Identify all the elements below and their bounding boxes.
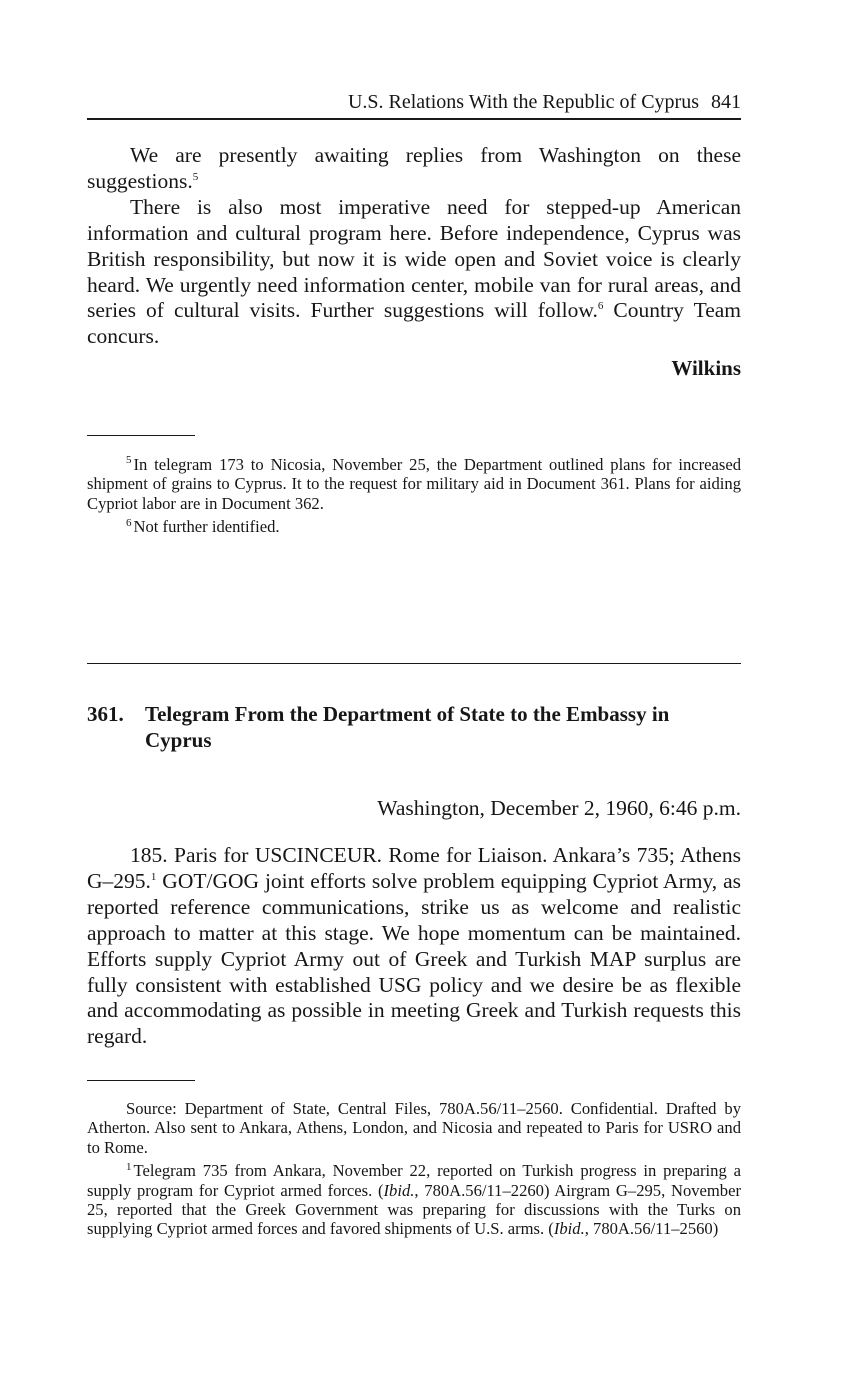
telegram-body <box>87 843 741 1050</box>
header-rule <box>87 118 741 120</box>
ibid-citation: Ibid. <box>383 1180 415 1200</box>
footnote-mark: 1 <box>126 1160 132 1173</box>
section-divider <box>87 663 741 664</box>
document-number: 361. <box>87 702 124 726</box>
footnote-rule <box>87 1080 195 1081</box>
footnote-reference[interactable]: 1 <box>150 870 157 883</box>
footnote-text: In telegram 173 to Nicosia, November 25, the Department outlined plans for increased shipment of grains to Cyprus. It to the request for military aid in Document 361. Plans for aiding Cypriot labor are in Document 362. <box>87 455 741 513</box>
page-number: 841 <box>711 91 741 113</box>
dateline: Washington, December 2, 1960, 6:46 p.m. <box>377 796 741 820</box>
document-page <box>87 0 741 1380</box>
source-notes <box>87 1099 741 1243</box>
footnote-mark: 6 <box>126 516 132 529</box>
footnote-text: , 780A.56/11–2260) Airgram G–295, November 25, reported that the Greek Government was preparing for discussions with the Turks on supplying Cypriot armed forces and favored shipments of U.S. arms. ( <box>87 1180 741 1239</box>
running-head <box>87 89 741 115</box>
footnote-text: Telegram 735 from Ankara, November 22, reported on Turkish progress in preparing a supply program for Cypriot armed forces. ( <box>87 1161 741 1200</box>
paragraph-text: There is also most imperative need for stepped-up American information and cultural program here. Before independence, Cyprus was British responsibility, but now it is wide open and Soviet voice is clearly heard. We urgently need information center, mobile van for rural areas, and series of cultural visits. Further suggestions will follow. <box>87 194 741 323</box>
paragraph-text: 185. Paris for USCINCEUR. Rome for Liaison. Ankara’s 735; Athens G–295. <box>87 843 741 893</box>
footnote-rule <box>87 435 195 436</box>
running-head-title: U.S. Relations With the Republic of Cyprus <box>347 91 699 113</box>
document-title: Telegram From the Department of State to the Embassy in Cyprus <box>145 702 670 752</box>
continued-telegram-text <box>87 143 741 350</box>
footnote-reference[interactable]: 5 <box>192 170 199 183</box>
paragraph <box>87 143 741 195</box>
footnote <box>87 455 741 513</box>
ibid-citation: Ibid. <box>553 1219 585 1239</box>
footnote <box>87 517 741 536</box>
document-heading <box>87 701 741 753</box>
paragraph <box>87 195 741 350</box>
paragraph-text: GOT/GOG joint efforts solve problem equipping Cypriot Army, as reported reference communications, strike us as welcome and realistic approach to matter at this stage. We hope momentum can be maintained. Efforts supply Cypriot Army out of Greek and Turkish MAP surplus are fully consistent with established USG policy and we desire be as flexible and accommodating as possible in meeting Greek and Turkish requests this regard. <box>87 868 741 1049</box>
footnote-text: Not further identified. <box>133 517 280 537</box>
footnote-mark: 5 <box>126 454 132 467</box>
signature: Wilkins <box>671 356 741 380</box>
paragraph-text: Country Team concurs. <box>87 298 742 349</box>
footnote-reference[interactable]: 6 <box>597 300 604 313</box>
source-text: Source: Department of State, Central Files, 780A.56/11–2560. Confidential. Drafted by Atherton. Also sent to Ankara, Athens, London, and Nicosia and repeated to Paris for USRO and to Rome. <box>87 1099 741 1157</box>
footnotes <box>87 455 741 541</box>
source-note <box>87 1099 741 1157</box>
paragraph <box>87 843 741 1050</box>
paragraph-text: We are presently awaiting replies from Washington on these suggestions. <box>87 143 741 193</box>
footnote-text: , 780A.56/11–2560) <box>584 1219 719 1239</box>
footnote <box>87 1161 741 1239</box>
